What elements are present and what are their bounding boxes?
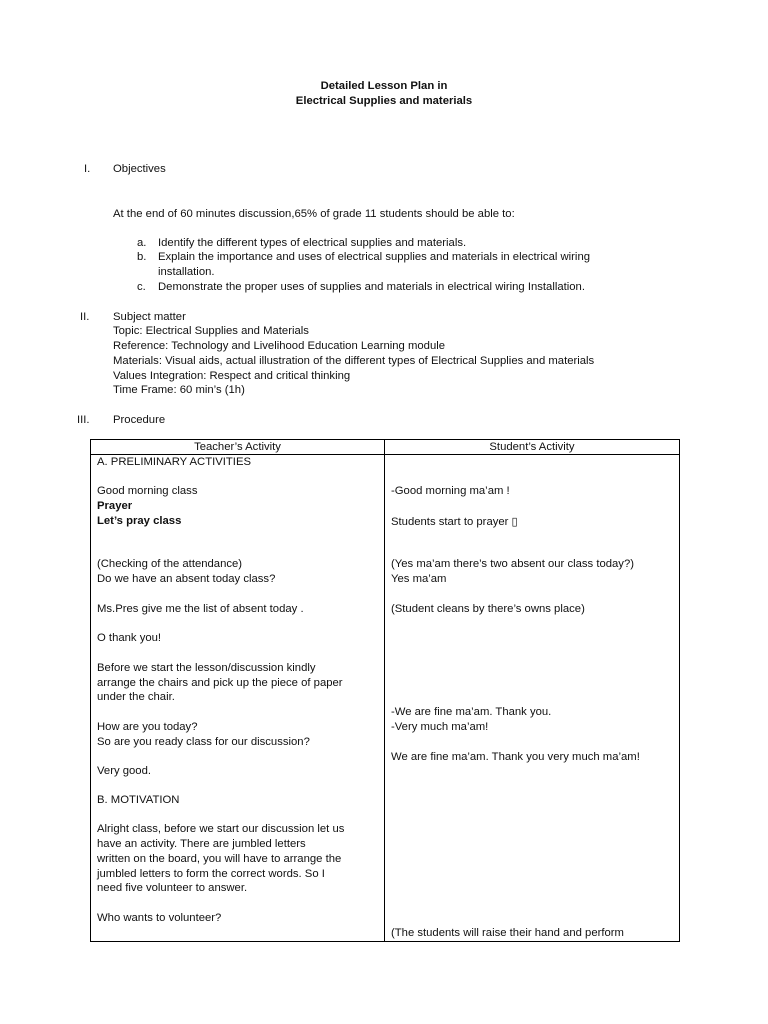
preliminary-heading: A. PRELIMINARY ACTIVITIES bbox=[97, 456, 252, 468]
motivation-line5: need five volunteer to answer. bbox=[97, 882, 248, 894]
teacher-activity-cell bbox=[91, 455, 385, 942]
teacher-prayer-label: Prayer bbox=[97, 500, 133, 512]
objective-marker-c: c. bbox=[137, 281, 146, 293]
section-heading-procedure: Procedure bbox=[113, 414, 166, 426]
section-heading-objectives: Objectives bbox=[113, 163, 166, 175]
subject-topic: Topic: Electrical Supplies and Materials bbox=[113, 325, 309, 337]
student-fine-thanks: We are fine ma’am. Thank you very much ma’am! bbox=[391, 751, 640, 763]
motivation-line1: Alright class, before we start our discussion let us bbox=[97, 823, 345, 835]
subject-reference: Reference: Technology and Livelihood Education Learning module bbox=[113, 340, 446, 352]
objective-text-b-cont: installation. bbox=[158, 266, 215, 278]
student-raise-hand: (The students will raise their hand and perform bbox=[391, 927, 624, 939]
student-very-much: -Very much ma’am! bbox=[391, 721, 489, 733]
student-fine-reply: -We are fine ma’am. Thank you. bbox=[391, 706, 552, 718]
teacher-arrange-line3: under the chair. bbox=[97, 691, 175, 703]
teacher-arrange-line2: arrange the chairs and pick up the piece of paper bbox=[97, 677, 343, 689]
motivation-line4: jumbled letters to form the correct words. So I bbox=[97, 868, 325, 880]
section-number-subject: II. bbox=[80, 311, 90, 323]
motivation-line2: have an activity. There are jumbled letters bbox=[97, 838, 306, 850]
objectives-intro: At the end of 60 minutes discussion,65% of grade 11 students should be able to: bbox=[113, 208, 515, 220]
teacher-thanks: O thank you! bbox=[97, 632, 162, 644]
header-teacher-activity: Teacher’s Activity bbox=[91, 440, 385, 455]
subject-materials: Materials: Visual aids, actual illustration of the different types of Electrical Supplies and materials bbox=[113, 355, 595, 367]
objective-text-a: Identify the different types of electrical supplies and materials. bbox=[158, 237, 467, 249]
teacher-greeting: Good morning class bbox=[97, 485, 198, 497]
objective-text-b: Explain the importance and uses of electrical supplies and materials in electrical wiring bbox=[158, 251, 591, 263]
student-greeting: -Good morning ma’am ! bbox=[391, 485, 510, 497]
teacher-absent-list: Ms.Pres give me the list of absent today . bbox=[97, 603, 304, 615]
activity-table bbox=[90, 439, 680, 942]
subject-timeframe: Time Frame: 60 min’s (1h) bbox=[113, 384, 245, 396]
objective-marker-a: a. bbox=[137, 237, 147, 249]
teacher-very-good: Very good. bbox=[97, 765, 152, 777]
teacher-attendance: (Checking of the attendance) bbox=[97, 558, 243, 570]
document-title-line2: Electrical Supplies and materials bbox=[295, 95, 473, 107]
teacher-how-are-you: How are you today? bbox=[97, 721, 198, 733]
section-number-procedure: III. bbox=[77, 414, 90, 426]
section-number-objectives: I. bbox=[84, 163, 91, 175]
document-title-line1: Detailed Lesson Plan in bbox=[320, 80, 448, 92]
student-yes: Yes ma’am bbox=[391, 573, 447, 585]
teacher-volunteer: Who wants to volunteer? bbox=[97, 912, 222, 924]
student-prayer: Students start to prayer ▯ bbox=[391, 516, 518, 528]
motivation-heading: B. MOTIVATION bbox=[97, 794, 180, 806]
teacher-absent-question: Do we have an absent today class? bbox=[97, 573, 276, 585]
student-cleans: (Student cleans by there’s owns place) bbox=[391, 603, 585, 615]
teacher-pray-line: Let’s pray class bbox=[97, 515, 182, 527]
student-absent-reply: (Yes ma’am there’s two absent our class today?) bbox=[391, 558, 635, 570]
table-row bbox=[91, 455, 680, 942]
student-activity-cell bbox=[385, 455, 680, 942]
teacher-ready: So are you ready class for our discussion? bbox=[97, 736, 310, 748]
motivation-line3: written on the board, you will have to arrange the bbox=[97, 853, 342, 865]
objective-marker-b: b. bbox=[137, 251, 147, 263]
section-heading-subject: Subject matter bbox=[113, 311, 186, 323]
header-student-activity: Student’s Activity bbox=[385, 440, 680, 455]
subject-values: Values Integration: Respect and critical thinking bbox=[113, 370, 351, 382]
objective-text-c: Demonstrate the proper uses of supplies and materials in electrical wiring Installation. bbox=[158, 281, 585, 293]
table-header-row bbox=[91, 440, 680, 455]
teacher-arrange-line1: Before we start the lesson/discussion kindly bbox=[97, 662, 316, 674]
